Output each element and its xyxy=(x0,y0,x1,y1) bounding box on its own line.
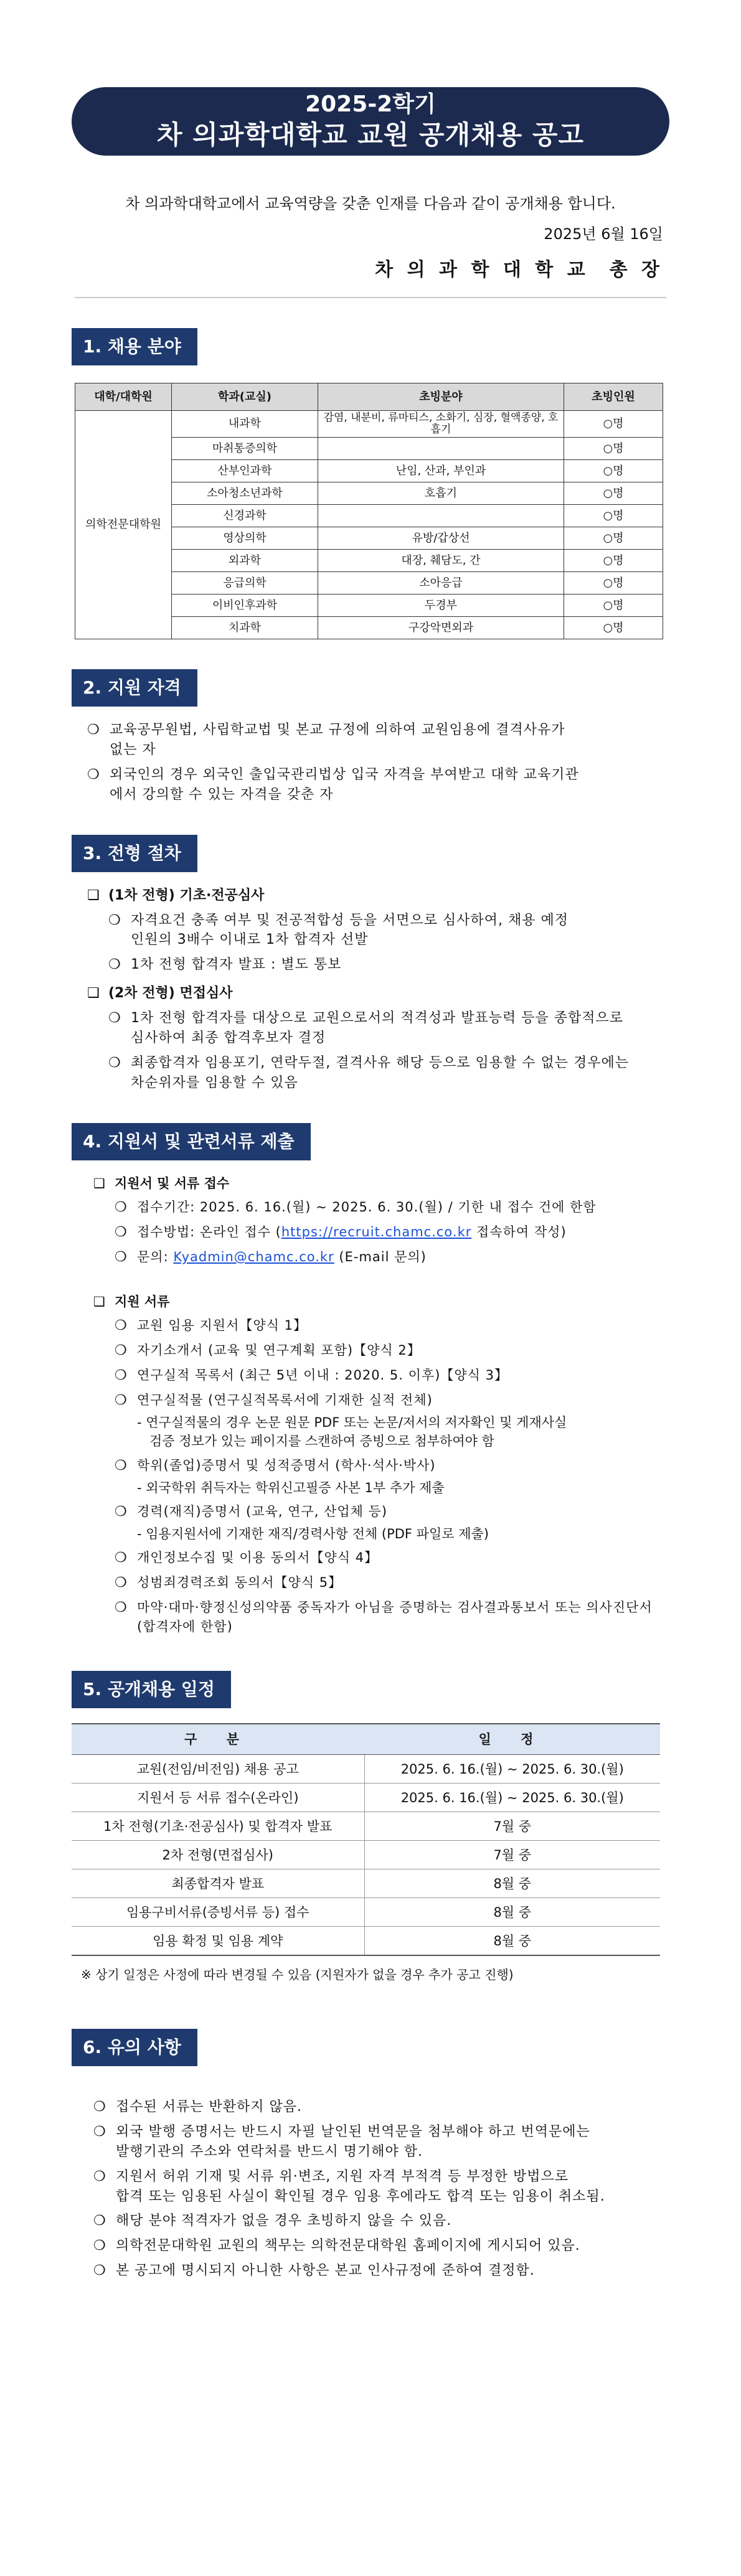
list-item-line: 최종합격자 임용포기, 연락두절, 결격사유 해당 등으로 임용할 수 없는 경우에는 xyxy=(131,1055,629,1071)
list-item xyxy=(87,720,666,760)
circle-bullet-icon: ❍ xyxy=(93,2213,106,2229)
dept-cell: 신경과학 xyxy=(172,505,318,527)
method-text: 접수방법: 온라인 접수 ( xyxy=(137,1225,281,1239)
schedule-value: 8월 중 xyxy=(364,1869,660,1898)
square-bullet-icon: ❑ xyxy=(93,1294,105,1309)
circle-bullet-icon: ❍ xyxy=(108,912,121,928)
doc-item: 연구실적물 (연구실적목록서에 기재한 실적 전체) xyxy=(137,1392,433,1408)
doc-sub-text: 검증 정보가 있는 페이지를 스캔하여 증빙으로 첨부하여야 함 xyxy=(149,1434,494,1449)
list-item xyxy=(87,765,666,805)
list-item xyxy=(93,2261,666,2281)
list-item-line: 본 공고에 명시되지 아니한 사항은 본교 인사규정에 준하여 결정함. xyxy=(116,2263,535,2279)
col-header: 학과(교실) xyxy=(172,383,318,411)
doc-item: 성범죄경력조회 동의서【양식 5】 xyxy=(137,1575,342,1591)
circle-bullet-icon: ❍ xyxy=(93,2099,106,2115)
schedule-value: 8월 중 xyxy=(364,1927,660,1955)
list-item-line: 자격요건 충족 여부 및 전공적합성 등을 서면으로 심사하여, 채용 예정 xyxy=(131,912,569,928)
list-item-line: 외국인의 경우 외국인 출입국관리법상 입국 자격을 부여받고 대학 교육기관 xyxy=(110,766,579,783)
section-recruit-fields xyxy=(0,328,741,639)
list-item xyxy=(115,1548,666,1568)
section-notes xyxy=(0,2029,741,2281)
square-bullet-icon: ❑ xyxy=(87,985,100,1002)
doc-item: 개인정보수집 및 이용 동의서【양식 4】 xyxy=(137,1550,379,1566)
list-item xyxy=(93,2211,666,2231)
page-title: 차 의과학대학교 교원 공개채용 공고 xyxy=(156,120,585,150)
count-cell: ○명 xyxy=(564,595,663,617)
recruit-table xyxy=(75,383,663,639)
schedule-value: 2025. 6. 16.(월) ~ 2025. 6. 30.(월) xyxy=(364,1755,660,1784)
schedule-label: 최종합격자 발표 xyxy=(72,1869,364,1898)
doc-item: 학위(졸업)증명서 및 성적증명서 (학사·석사·박사) xyxy=(137,1457,436,1473)
list-item-line: 없는 자 xyxy=(110,741,156,758)
schedule-label: 임용구비서류(증빙서류 등) 접수 xyxy=(72,1898,364,1927)
list-item-text xyxy=(131,911,666,951)
docs-title: 지원 서류 xyxy=(115,1294,170,1309)
section-header: 2. 지원 자격 xyxy=(72,669,197,707)
receipt-contact xyxy=(137,1248,666,1267)
list-item-line: 합격 또는 임용된 사실이 확인될 경우 임용 후에라도 합격 또는 임용이 취소됨. xyxy=(116,2188,605,2204)
circle-bullet-icon: ❍ xyxy=(115,1249,127,1265)
count-cell: ○명 xyxy=(564,527,663,550)
schedule-value: 7월 중 xyxy=(364,1841,660,1869)
schedule-label: 지원서 등 서류 접수(온라인) xyxy=(72,1784,364,1812)
receipt-title: 지원서 및 서류 접수 xyxy=(115,1175,230,1191)
doc-sub-item xyxy=(137,1413,666,1451)
circle-bullet-icon: ❍ xyxy=(115,1457,127,1474)
section-header: 5. 공개채용 일정 xyxy=(72,1671,231,1708)
section-header: 1. 채용 분야 xyxy=(72,328,197,365)
circle-bullet-icon: ❍ xyxy=(115,1503,127,1520)
signer: 차 의 과 학 대 학 교 총 장 xyxy=(375,258,663,281)
dept-cell: 치과학 xyxy=(172,617,318,639)
section-header: 4. 지원서 및 관련서류 제출 xyxy=(72,1123,311,1160)
section-process xyxy=(0,835,741,1093)
count-cell: ○명 xyxy=(564,460,663,482)
doc-item-line: 마약·대마·향정신성의약품 중독자가 아님을 증명하는 검사결과통보서 또는 의사진단서 xyxy=(137,1600,653,1615)
square-bullet-icon: ❑ xyxy=(93,1175,105,1191)
section-header: 3. 전형 절차 xyxy=(72,835,197,872)
list-item-line: 교육공무원법, 사립학교법 및 본교 규정에 의하여 교원임용에 결격사유가 xyxy=(110,722,565,738)
recruit-site-link[interactable]: https://recruit.chamc.co.kr xyxy=(281,1225,472,1239)
count-cell: ○명 xyxy=(564,482,663,505)
field-cell: 대장, 췌담도, 간 xyxy=(318,550,564,572)
count-cell: ○명 xyxy=(564,505,663,527)
schedule-value: 7월 중 xyxy=(364,1812,660,1841)
list-item xyxy=(93,2167,666,2207)
circle-bullet-icon: ❍ xyxy=(87,722,100,738)
doc-item-line: (합격자에 한함) xyxy=(137,1619,233,1634)
col-header: 일 정 xyxy=(364,1724,660,1755)
list-item-line: 인원의 3배수 이내로 1차 합격자 선발 xyxy=(131,932,369,948)
title-semester: 2025-2학기 xyxy=(305,92,436,117)
circle-bullet-icon: ❍ xyxy=(115,1318,127,1334)
doc-item: 경력(재직)증명서 (교육, 연구, 산업체 등) xyxy=(137,1503,388,1519)
list-item-text xyxy=(131,1053,666,1093)
list-item xyxy=(93,2236,666,2256)
list-item xyxy=(115,1391,666,1411)
dept-cell: 영상의학 xyxy=(172,527,318,550)
list-item xyxy=(115,1456,666,1476)
count-cell: ○명 xyxy=(564,550,663,572)
list-item-text xyxy=(116,2211,666,2231)
col-header: 초빙분야 xyxy=(318,383,564,411)
schedule-label: 2차 전형(면접심사) xyxy=(72,1841,364,1869)
field-cell: 두경부 xyxy=(318,595,564,617)
doc-sub-item: - 임용지원서에 기재한 재직/경력사항 전체 (PDF 파일로 제출) xyxy=(137,1526,489,1541)
circle-bullet-icon: ❍ xyxy=(115,1225,127,1240)
contact-text: 문의: xyxy=(137,1249,174,1264)
circle-bullet-icon: ❍ xyxy=(115,1343,127,1359)
dept-cell: 산부인과학 xyxy=(172,460,318,482)
list-item-line: 1차 전형 합격자 발표 : 별도 통보 xyxy=(131,957,342,973)
dept-cell: 소아청소년과학 xyxy=(172,482,318,505)
list-item xyxy=(108,911,666,951)
doc-item: 교원 임용 지원서【양식 1】 xyxy=(137,1318,307,1333)
section-application xyxy=(0,1123,741,1636)
table-row xyxy=(72,1898,660,1927)
list-item xyxy=(115,1341,666,1361)
receipt-period: 접수기간: 2025. 6. 16.(월) ~ 2025. 6. 30.(월) / 기한 내 접수 건에 한함 xyxy=(137,1200,597,1215)
list-item-line: 해당 분야 적격자가 없을 경우 초빙하지 않을 수 있음. xyxy=(116,2213,452,2229)
list-item xyxy=(115,1573,666,1593)
contact-email-link[interactable]: Kyadmin@chamc.co.kr xyxy=(173,1249,334,1264)
notice-date: 2025년 6월 16일 xyxy=(544,225,663,243)
field-cell: 호흡기 xyxy=(318,482,564,505)
doc-item xyxy=(137,1598,666,1636)
schedule-table xyxy=(72,1723,660,1956)
schedule-label: 임용 확정 및 임용 계약 xyxy=(72,1927,364,1955)
circle-bullet-icon: ❍ xyxy=(93,2263,106,2279)
col-header: 초빙인원 xyxy=(564,383,663,411)
count-cell: ○명 xyxy=(564,411,663,438)
list-item xyxy=(108,955,666,975)
dept-cell: 외과학 xyxy=(172,550,318,572)
field-cell: 유방/갑상선 xyxy=(318,527,564,550)
circle-bullet-icon: ❍ xyxy=(93,2238,106,2254)
divider xyxy=(75,297,666,298)
count-cell: ○명 xyxy=(564,572,663,595)
stage1-title: (1차 전형) 기초·전공심사 xyxy=(108,887,265,903)
schedule-label: 1차 전형(기초·전공심사) 및 합격자 발표 xyxy=(72,1812,364,1841)
list-item-text xyxy=(116,2122,666,2162)
field-cell: 구강악면외과 xyxy=(318,617,564,639)
list-item-line: 발행기관의 주소와 연락처를 반드시 명기해야 함. xyxy=(116,2143,423,2160)
col-header: 구 분 xyxy=(72,1724,364,1755)
list-item-line: 접수된 서류는 반환하지 않음. xyxy=(116,2099,302,2115)
stage2-title: (2차 전형) 면접심사 xyxy=(108,985,233,1002)
square-bullet-icon: ❑ xyxy=(87,887,100,903)
field-cell: 소아응급 xyxy=(318,572,564,595)
doc-item: 연구실적 목록서 (최근 5년 이내 : 2020. 5. 이후)【양식 3】 xyxy=(137,1368,508,1383)
field-cell xyxy=(318,438,564,460)
section-header: 6. 유의 사항 xyxy=(72,2029,197,2066)
method-text-end: 접속하여 작성) xyxy=(471,1225,567,1239)
circle-bullet-icon: ❍ xyxy=(93,2168,106,2184)
list-item-line: 심사하여 최종 합격후보자 결정 xyxy=(131,1030,326,1046)
table-row xyxy=(75,411,663,438)
doc-item: 자기소개서 (교육 및 연구계획 포함)【양식 2】 xyxy=(137,1343,421,1358)
table-row xyxy=(72,1927,660,1955)
schedule-value: 2025. 6. 16.(월) ~ 2025. 6. 30.(월) xyxy=(364,1784,660,1812)
list-item xyxy=(115,1248,666,1267)
dept-cell: 마취통증의학 xyxy=(172,438,318,460)
list-item-text xyxy=(116,2167,666,2207)
dept-cell: 내과학 xyxy=(172,411,318,438)
contact-text-end: (E-mail 문의) xyxy=(334,1249,427,1264)
circle-bullet-icon: ❍ xyxy=(115,1368,127,1383)
col-header: 대학/대학원 xyxy=(75,383,172,411)
list-item-line: 지원서 허위 기재 및 서류 위·변조, 지원 자격 부적격 등 부정한 방법으로 xyxy=(116,2168,569,2184)
circle-bullet-icon: ❍ xyxy=(115,1392,127,1408)
field-cell xyxy=(318,505,564,527)
list-item xyxy=(93,2122,666,2162)
field-cell: 난임, 산과, 부인과 xyxy=(318,460,564,482)
docs-heading xyxy=(93,1292,666,1311)
list-item xyxy=(115,1366,666,1386)
list-item-text xyxy=(110,765,666,805)
list-item-line: 에서 강의할 수 있는 자격을 갖춘 자 xyxy=(110,786,334,802)
list-item-text xyxy=(116,2236,666,2256)
list-item xyxy=(108,1008,666,1048)
list-item-line: 외국 발행 증명서는 반드시 자필 날인된 번역문을 첨부해야 하고 번역문에는 xyxy=(116,2123,590,2140)
table-row xyxy=(72,1841,660,1869)
section-schedule xyxy=(0,1671,741,1984)
doc-sub-text: - 연구실적물의 경우 논문 원문 PDF 또는 논문/저서의 저자확인 및 게재사실 xyxy=(137,1414,567,1430)
list-item xyxy=(108,1053,666,1093)
circle-bullet-icon: ❍ xyxy=(93,2123,106,2140)
dept-cell: 응급의학 xyxy=(172,572,318,595)
title-banner xyxy=(72,87,669,156)
dept-cell: 이비인후과학 xyxy=(172,595,318,617)
circle-bullet-icon: ❍ xyxy=(115,1575,127,1591)
circle-bullet-icon: ❍ xyxy=(115,1600,127,1616)
stage2-heading xyxy=(87,984,666,1004)
circle-bullet-icon: ❍ xyxy=(115,1200,127,1216)
schedule-note: ※ 상기 일정은 사정에 따라 변경될 수 있음 (지원자가 없을 경우 추가 공고 진행) xyxy=(81,1967,514,1982)
receipt-method xyxy=(137,1223,666,1243)
intro-text: 차 의과학대학교에서 교육역량을 갖춘 인재를 다음과 같이 공개채용 합니다. xyxy=(125,195,616,212)
college-cell: 의학전문대학원 xyxy=(75,411,172,639)
list-item-text xyxy=(131,955,666,975)
notice-page xyxy=(0,87,741,2318)
stage1-heading xyxy=(87,886,666,906)
field-cell: 감염, 내분비, 류마티스, 소화기, 심장, 혈액종양, 호흡기 xyxy=(318,411,564,438)
list-item-text xyxy=(116,2261,666,2281)
list-item-text xyxy=(110,720,666,760)
circle-bullet-icon: ❍ xyxy=(108,1055,121,1071)
count-cell: ○명 xyxy=(564,617,663,639)
circle-bullet-icon: ❍ xyxy=(108,1010,121,1027)
list-item xyxy=(115,1316,666,1336)
circle-bullet-icon: ❍ xyxy=(115,1550,127,1566)
receipt-heading xyxy=(93,1174,666,1193)
count-cell: ○명 xyxy=(564,438,663,460)
list-item xyxy=(115,1198,666,1218)
table-row xyxy=(72,1755,660,1784)
list-item-text xyxy=(131,1008,666,1048)
table-row xyxy=(72,1812,660,1841)
list-item xyxy=(115,1598,666,1636)
schedule-value: 8월 중 xyxy=(364,1898,660,1927)
list-item xyxy=(115,1223,666,1243)
circle-bullet-icon: ❍ xyxy=(108,957,121,973)
list-item xyxy=(115,1502,666,1522)
list-item-line: 의학전문대학원 교원의 책무는 의학전문대학원 홈페이지에 게시되어 있음. xyxy=(116,2238,580,2254)
section-qualifications xyxy=(0,669,741,805)
list-item-text xyxy=(116,2097,666,2117)
list-item-line: 차순위자를 임용할 수 있음 xyxy=(131,1074,298,1091)
doc-sub-item: - 외국학위 취득자는 학위신고필증 사본 1부 추가 제출 xyxy=(137,1480,445,1495)
schedule-label: 교원(전임/비전임) 채용 공고 xyxy=(72,1755,364,1784)
table-row xyxy=(72,1869,660,1898)
list-item-line: 1차 전형 합격자를 대상으로 교원으로서의 적격성과 발표능력 등을 종합적으로 xyxy=(131,1010,624,1027)
table-row xyxy=(72,1784,660,1812)
circle-bullet-icon: ❍ xyxy=(87,766,100,783)
list-item xyxy=(93,2097,666,2117)
